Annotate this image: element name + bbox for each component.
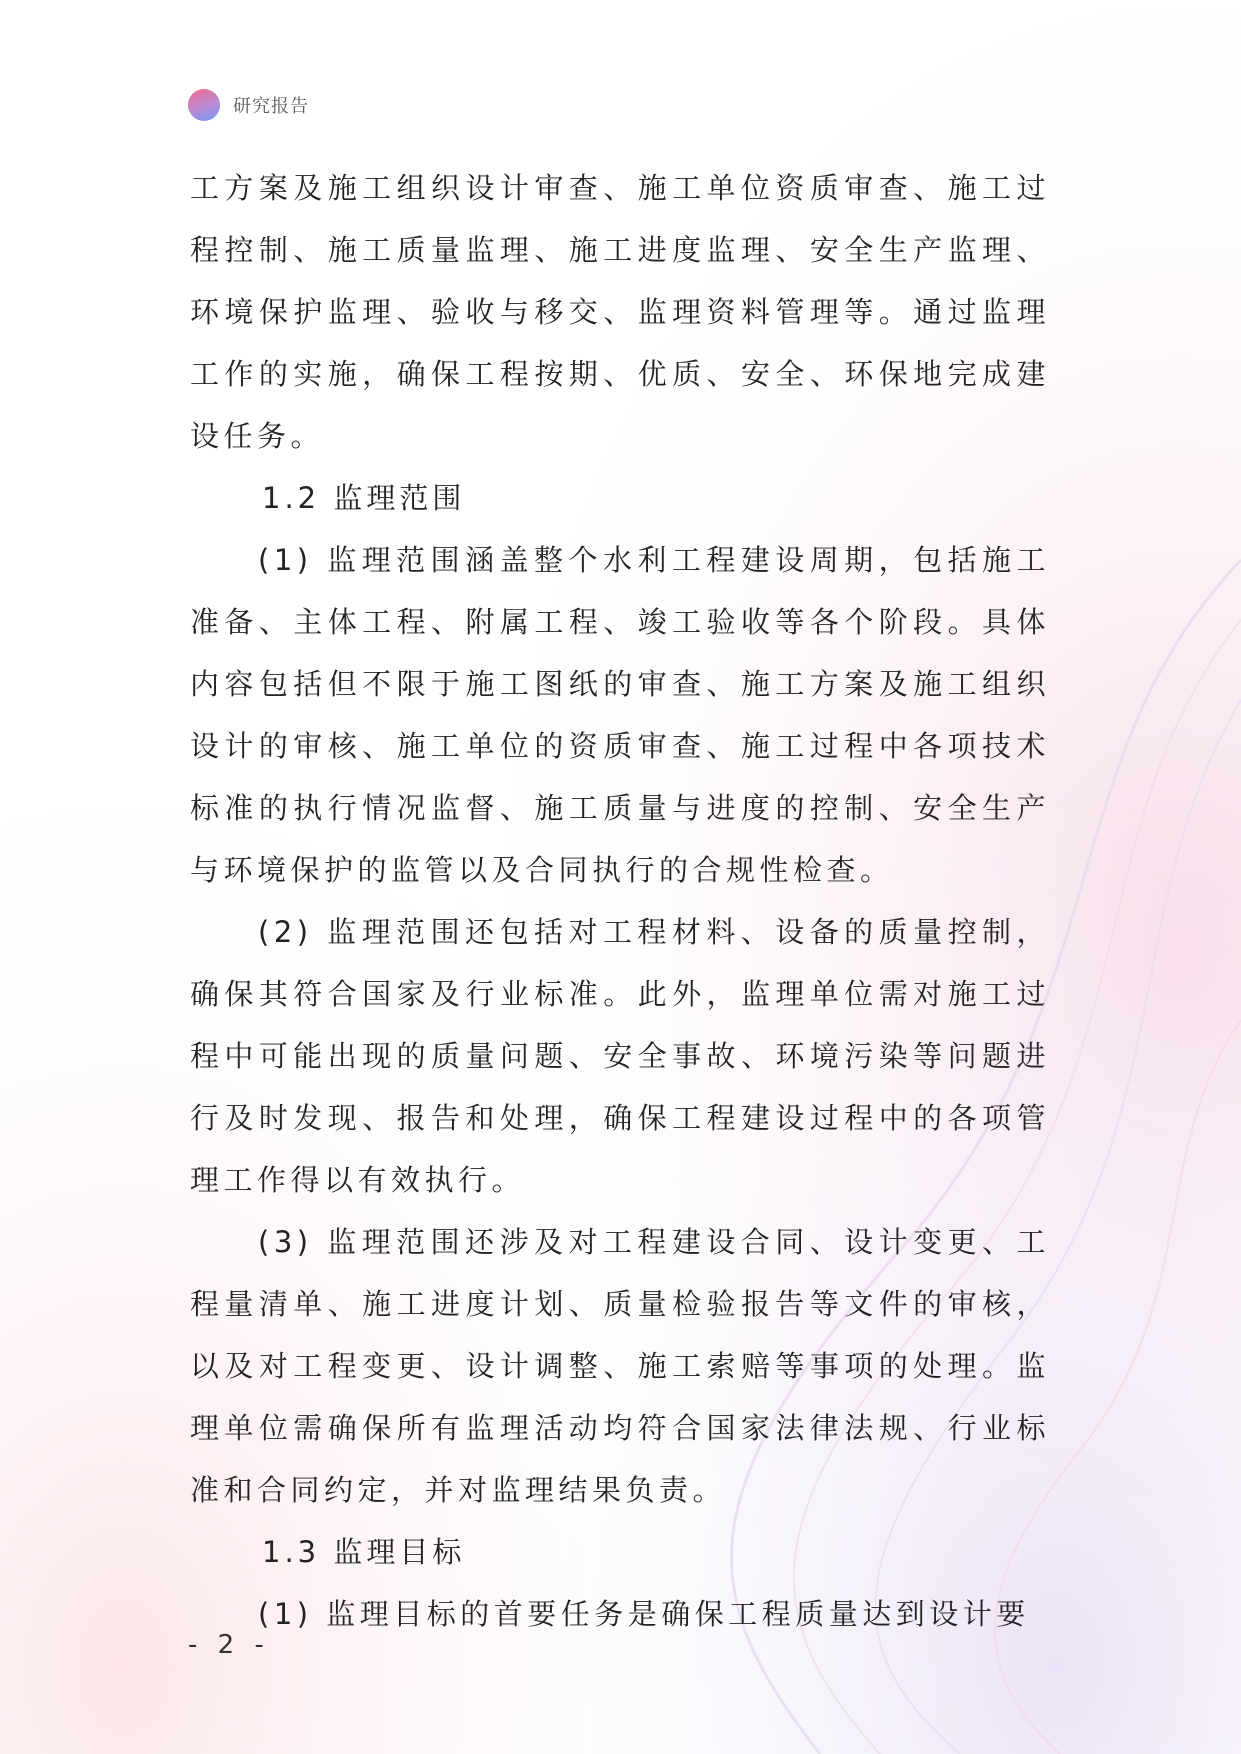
paragraph-scope-2: (2) 监理范围还包括对工程材料、设备的质量控制，确保其符合国家及行业标准。此外，监理单位需对施工过程中可能出现的质量问题、安全事故、环境污染等问题进行及时发现、报告和处理，确保工程建设过程中的各项管理工作得以有效执行。: [190, 915, 1050, 1197]
report-header: [188, 89, 309, 121]
paragraph-scope-3: (3) 监理范围还涉及对工程建设合同、设计变更、工程量清单、施工进度计划、质量检验报告等文件的审核，以及对工程变更、设计调整、施工索赔等事项的处理。监理单位需确保所有监理活动均符合国家法律法规、行业标准和合同约定，并对监理结果负责。: [190, 1225, 1050, 1507]
header-title: 研究报告: [233, 96, 309, 117]
page-number: - 2 -: [188, 1630, 270, 1660]
section-heading-1-2: 1.2 监理范围: [262, 481, 466, 515]
paragraph-continued-intro: 工方案及施工组织设计审查、施工单位资质审查、施工过程控制、施工质量监理、施工进度监理、安全生产监理、环境保护监理、验收与移交、监理资料管理等。通过监理工作的实施，确保工程按期、优质、安全、环保地完成建设任务。: [190, 171, 1050, 453]
gradient-circle-logo-icon: [188, 89, 220, 121]
section-heading-1-3: 1.3 监理目标: [262, 1535, 466, 1569]
paragraph-goal-1: (1) 监理目标的首要任务是确保工程质量达到设计要: [258, 1597, 1030, 1631]
document-body: [190, 157, 1050, 1645]
paragraph-scope-1: (1) 监理范围涵盖整个水利工程建设周期，包括施工准备、主体工程、附属工程、竣工验收等各个阶段。具体内容包括但不限于施工图纸的审查、施工方案及施工组织设计的审核、施工单位的资质审查、施工过程中各项技术标准的执行情况监督、施工质量与进度的控制、安全生产与环境保护的监管以及合同执行的合规性检查。: [190, 543, 1050, 887]
